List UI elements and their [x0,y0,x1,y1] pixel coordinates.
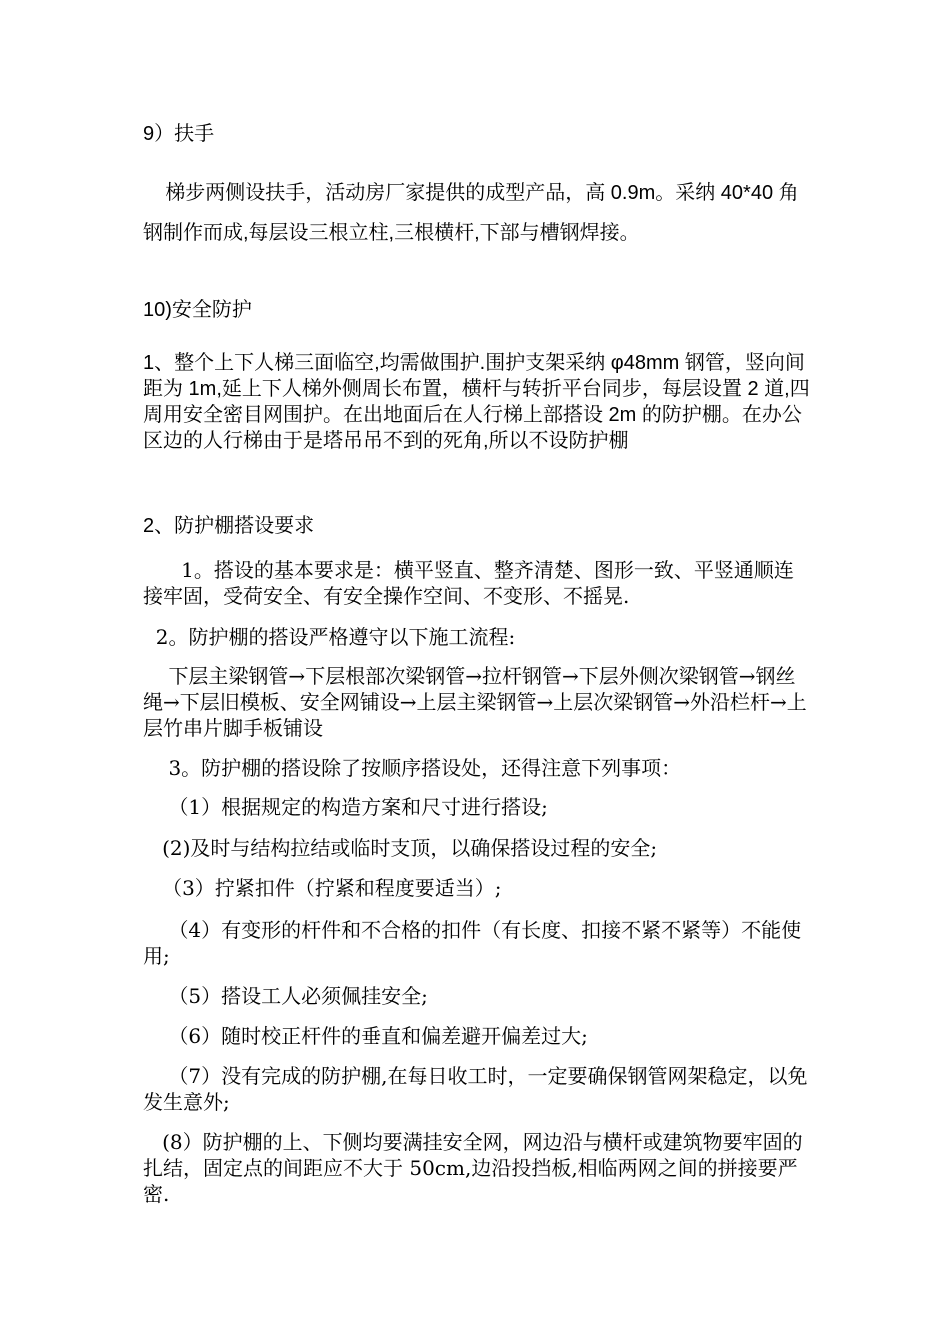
paragraph-handrail: 梯步两侧设扶手，活动房厂家提供的成型产品，高 0.9m。采纳 40*40 角钢制作而成,每层设三根立柱,三根横杆,下部与槽钢焊接。 [143,182,799,244]
paragraph-shed-2: 2。防护棚的搭设严格遵守以下施工流程: [143,625,516,649]
paragraph-shed-1: 1。搭设的基本要求是：横平竖直、整齐清楚、图形一致、平竖通顺连接牢固，受荷安全、有安全操作空间、不变形、不摇晃. [143,558,794,608]
heading-safety: 10)安全防护 [143,299,252,321]
list-item-5: （5）搭设工人必须佩挂安全; [143,984,428,1008]
list-item-2: (2)及时与结构拉结或临时支顶，以确保搭设过程的安全; [143,836,658,860]
heading-shed-requirements: 2、防护棚搭设要求 [143,515,315,537]
list-item-3: （3）拧紧扣件（拧紧和程度要适当）; [143,876,502,900]
list-item-6: （6）随时校正杆件的垂直和偏差避开偏差过大; [143,1024,588,1048]
list-item-8: (8）防护棚的上、下侧均要满挂安全网，网边沿与横杆或建筑物要牢固的扎结，固定点的间距应不大于 50cm,边沿投挡板,相临两网之间的拼接要严密. [143,1130,803,1206]
paragraph-shed-flow: 下层主梁钢管→下层根部次梁钢管→拉杆钢管→下层外侧次梁钢管→钢丝绳→下层旧模板、安全网铺设→上层主梁钢管→上层次梁钢管→外沿栏杆→上层竹串片脚手板铺设 [143,664,807,740]
paragraph-safety-1: 1、整个上下人梯三面临空,均需做围护.围护支架采纳 φ48mm 钢管，竖向间距为 1m,延上下人梯外侧周长布置，横杆与转折平台同步，每层设置 2 道,四周用安全密目网围护。在出地面后在人行梯上部搭设 2m 的防护棚。在办公区边的人行梯由于是塔吊吊不到的死角,所以不设防护棚 [143,352,810,452]
paragraph-shed-3: 3。防护棚的搭设除了按顺序搭设处，还得注意下列事项： [143,756,682,780]
list-item-7: （7）没有完成的防护棚,在每日收工时，一定要确保钢管网架稳定，以免发生意外; [143,1064,808,1114]
list-item-1: （1）根据规定的构造方案和尺寸进行搭设; [143,795,548,819]
heading-handrail: 9）扶手 [143,123,215,145]
list-item-4: （4）有变形的杆件和不合格的扣件（有长度、扣接不紧不紧等）不能使用; [143,918,802,968]
